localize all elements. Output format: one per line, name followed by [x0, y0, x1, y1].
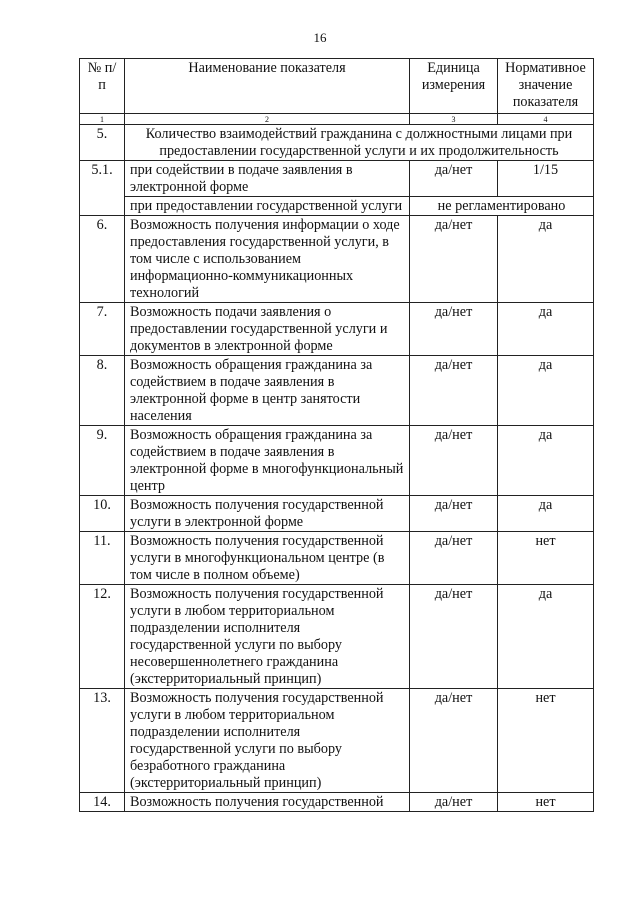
normative-value: нет: [498, 793, 594, 812]
normative-value: да: [498, 303, 594, 356]
row-number: 5.: [80, 125, 125, 161]
column-number: 4: [498, 114, 594, 125]
table-row: [80, 426, 594, 496]
indicator-name: Возможность получения государственной услуги в многофункциональном центре (в том числе в полном объеме): [125, 532, 410, 585]
normative-value: не регламентировано: [410, 197, 594, 216]
indicator-name: при предоставлении государственной услуги: [125, 197, 410, 216]
section-title: Количество взаимодействий гражданина с должностными лицами при предоставлении государственной услуги и их продолжительность: [125, 125, 594, 161]
table-row-5-1-b: [80, 197, 594, 216]
normative-value: нет: [498, 532, 594, 585]
normative-value: да: [498, 426, 594, 496]
row-number: 7.: [80, 303, 125, 356]
indicator-name: Возможность обращения гражданина за содействием в подаче заявления в электронной форме в центр занятости населения: [125, 356, 410, 426]
header-unit: Единица измерения: [410, 59, 498, 114]
unit: да/нет: [410, 585, 498, 689]
unit: да/нет: [410, 426, 498, 496]
table-header-row: [80, 59, 594, 114]
table-row: [80, 585, 594, 689]
row-number: 5.1.: [80, 161, 125, 216]
indicator-name: Возможность подачи заявления о предоставлении государственной услуги и документов в электронной форме: [125, 303, 410, 356]
table-body: [80, 216, 594, 812]
indicator-name: Возможность получения государственной: [125, 793, 410, 812]
row-number: 12.: [80, 585, 125, 689]
row-number: 11.: [80, 532, 125, 585]
column-numbers-row: [80, 114, 594, 125]
indicator-name: Возможность получения информации о ходе предоставления государственной услуги, в том числе с использованием информационно-коммуникационных технологий: [125, 216, 410, 303]
column-number: 1: [80, 114, 125, 125]
unit: да/нет: [410, 161, 498, 197]
unit: да/нет: [410, 356, 498, 426]
table-row: [80, 689, 594, 793]
column-number: 2: [125, 114, 410, 125]
table-row: [80, 532, 594, 585]
header-indicator-name: Наименование показателя: [125, 59, 410, 114]
normative-value: да: [498, 356, 594, 426]
unit: да/нет: [410, 532, 498, 585]
normative-value: 1/15: [498, 161, 594, 197]
normative-value: да: [498, 585, 594, 689]
table-row: [80, 303, 594, 356]
table-row: [80, 356, 594, 426]
unit: да/нет: [410, 216, 498, 303]
normative-value: нет: [498, 689, 594, 793]
page-number: 16: [313, 30, 327, 45]
indicator-name: Возможность получения государственной услуги в любом территориальном подразделении исполнителя государственной услуги по выбору безработного гражданина (экстерриториальный принцип): [125, 689, 410, 793]
table-row: [80, 793, 594, 812]
indicator-name: Возможность обращения гражданина за содействием в подаче заявления в электронной форме в многофункциональный центр: [125, 426, 410, 496]
column-number: 3: [410, 114, 498, 125]
indicators-table: [79, 58, 594, 812]
row-number: 6.: [80, 216, 125, 303]
table-row-5-1: [80, 161, 594, 197]
unit: да/нет: [410, 793, 498, 812]
table-row: [80, 496, 594, 532]
row-number: 9.: [80, 426, 125, 496]
header-normative-value: Нормативное значение показателя: [498, 59, 594, 114]
normative-value: да: [498, 216, 594, 303]
unit: да/нет: [410, 689, 498, 793]
row-number: 10.: [80, 496, 125, 532]
unit: да/нет: [410, 496, 498, 532]
table-row: [80, 216, 594, 303]
row-number: 14.: [80, 793, 125, 812]
table-row-section-5: [80, 125, 594, 161]
normative-value: да: [498, 496, 594, 532]
header-number: № п/п: [80, 59, 125, 114]
indicator-name: при содействии в подаче заявления в электронной форме: [125, 161, 410, 197]
unit: да/нет: [410, 303, 498, 356]
row-number: 13.: [80, 689, 125, 793]
row-number: 8.: [80, 356, 125, 426]
indicator-name: Возможность получения государственной услуги в электронной форме: [125, 496, 410, 532]
indicator-name: Возможность получения государственной услуги в любом территориальном подразделении исполнителя государственной услуги по выбору несовершеннолетнего гражданина (экстерриториальный принцип): [125, 585, 410, 689]
